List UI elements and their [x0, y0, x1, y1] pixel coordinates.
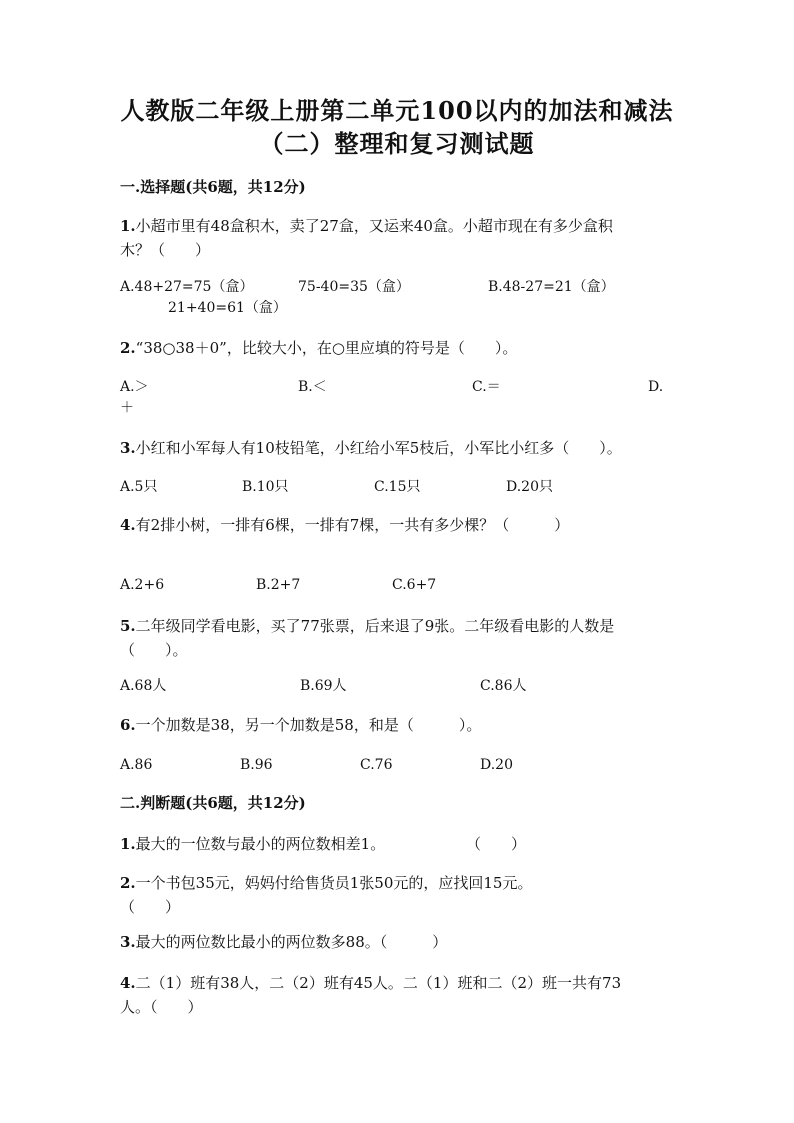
question-1-3: [120, 436, 680, 460]
option: C.15只: [374, 479, 421, 495]
page-title-line-2: （二）整理和复习测试题: [259, 129, 535, 158]
question-text-cont: （ ）。: [120, 641, 188, 659]
question-text: 一个加数是38，另一个加数是58，和是（ ）。: [135, 716, 482, 734]
question-1-2: [120, 336, 680, 360]
question-text: 一个书包35元，妈妈付给售货员1张50元的，应找回15元。: [135, 874, 533, 892]
option: A.48+27=75（盒）: [120, 279, 254, 295]
option: ＋: [120, 400, 134, 416]
question-text: “38○38＋0”，比较大小，在○里应填的符号是（ ）。: [135, 339, 518, 357]
option: D.20: [480, 757, 513, 773]
page-title-line-1: 人教版二年级上册第二单元100以内的加法和减法: [120, 96, 674, 125]
question-number: 3.: [120, 933, 136, 951]
section-1-heading: 一.选择题(共6题，共12分): [120, 178, 306, 196]
option: A.＞: [120, 379, 149, 395]
options-1-6: [120, 754, 680, 776]
question-text-cont: 木？（ ）: [120, 241, 211, 259]
answer-blank: （ ）: [120, 898, 181, 916]
option: B.10只: [242, 479, 289, 495]
option: B.48-27=21（盒）: [488, 279, 615, 295]
option: D.: [648, 379, 664, 395]
question-2-3: [120, 930, 680, 954]
option: 75-40=35（盒）: [298, 279, 410, 295]
question-2-2: [120, 871, 680, 919]
option: B.2+7: [256, 577, 301, 593]
option: A.68人: [120, 678, 167, 694]
question-1-1: [120, 214, 680, 262]
section-2-heading: 二.判断题(共6题，共12分): [120, 794, 306, 812]
option: A.5只: [120, 479, 158, 495]
option: A.86: [120, 757, 153, 773]
answer-blank: （ ）: [466, 835, 527, 853]
question-number: 4.: [120, 974, 136, 992]
question-number: 5.: [120, 617, 136, 635]
option: B.69人: [300, 678, 347, 694]
options-1-1: [120, 276, 680, 298]
question-number: 3.: [120, 439, 136, 457]
question-2-1: [120, 832, 680, 856]
question-number: 2.: [120, 874, 136, 892]
question-number: 1.: [120, 835, 136, 853]
option: 21+40=61（盒）: [168, 300, 287, 316]
option: C.6+7: [392, 577, 437, 593]
options-1-3: [120, 476, 680, 498]
options-1-5: [120, 675, 680, 697]
question-number: 6.: [120, 716, 136, 734]
option: C.76: [360, 757, 393, 773]
question-2-4: [120, 971, 680, 1019]
question-text: 二（1）班有38人，二（2）班有45人。二（1）班和二（2）班一共有73: [135, 974, 622, 992]
option: B.96: [240, 757, 273, 773]
options-1-4: [120, 574, 680, 596]
options-1-2-cont: [120, 397, 680, 419]
question-text: 有2排小树，一排有6棵，一排有7棵，一共有多少棵？（ ）: [135, 516, 570, 534]
question-text-cont: 人。（ ）: [120, 998, 203, 1016]
option: C.86人: [480, 678, 527, 694]
question-text: 最大的一位数与最小的两位数相差1。: [135, 835, 386, 853]
question-1-5: [120, 614, 680, 662]
question-1-4: [120, 513, 680, 537]
option: B.＜: [298, 379, 327, 395]
options-1-1-cont: [120, 297, 680, 319]
question-text: 二年级同学看电影，买了77张票，后来退了9张。二年级看电影的人数是: [135, 617, 615, 635]
question-text: 小超市里有48盒积木，卖了27盒，又运来40盒。小超市现在有多少盒积: [135, 217, 613, 235]
option: C.＝: [472, 379, 501, 395]
question-text: 最大的两位数比最小的两位数多88。（ ）: [135, 933, 448, 951]
option: A.2+6: [120, 577, 165, 593]
options-1-2: [120, 376, 680, 398]
question-text: 小红和小军每人有10枝铅笔，小红给小军5枝后，小军比小红多（ ）。: [135, 439, 622, 457]
option: D.20只: [506, 479, 553, 495]
question-1-6: [120, 713, 680, 737]
question-number: 1.: [120, 217, 136, 235]
question-number: 4.: [120, 516, 136, 534]
question-number: 2.: [120, 339, 136, 357]
